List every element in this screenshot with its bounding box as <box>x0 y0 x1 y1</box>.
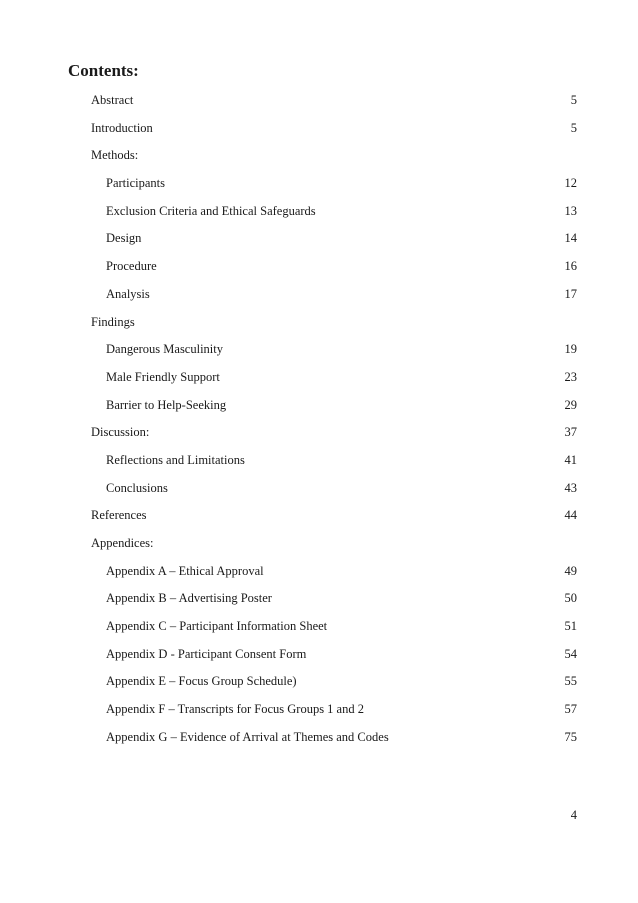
toc-entry-page: 51 <box>564 619 577 634</box>
toc-entry <box>0 115 638 143</box>
toc-entry <box>0 558 638 586</box>
toc-entry <box>0 198 638 226</box>
toc-entry-label: Findings <box>91 314 135 329</box>
toc-entry <box>0 447 638 475</box>
toc-entry <box>0 475 638 503</box>
toc-entry-label: Participants <box>106 176 166 191</box>
toc-entry-page: 55 <box>564 674 577 689</box>
toc-entry <box>0 585 638 613</box>
toc-entry <box>0 281 638 309</box>
toc-entry <box>0 641 638 669</box>
page-number: 4 <box>570 808 577 822</box>
toc-entry-label: Analysis <box>106 286 150 301</box>
toc-entry-page: 23 <box>564 369 577 384</box>
toc-entry-label: Dangerous Masculinity <box>106 342 223 357</box>
toc-entry-label: Barrier to Help-Seeking <box>106 397 227 412</box>
toc-entry-page: 50 <box>564 591 577 606</box>
page-title: Contents: <box>68 61 139 80</box>
toc-entry <box>0 530 638 558</box>
toc-entry <box>0 724 638 752</box>
toc-entry-page: 41 <box>564 452 577 467</box>
toc-entry-page: 44 <box>564 508 577 523</box>
toc-entry-label: References <box>91 508 147 523</box>
toc-entry-page: 29 <box>564 397 577 412</box>
toc-entry-page: 16 <box>564 259 577 274</box>
toc-entry-label: Reflections and Limitations <box>106 452 245 467</box>
toc-entry <box>0 336 638 364</box>
toc-entry-label: Appendix G – Evidence of Arrival at Themes and Codes <box>106 729 389 744</box>
toc-entry-label: Exclusion Criteria and Ethical Safeguards <box>106 203 316 218</box>
toc-entry-page: 54 <box>564 646 577 661</box>
toc-entry-page: 75 <box>564 729 577 744</box>
toc-entry <box>0 668 638 696</box>
toc-entry-page: 13 <box>564 203 577 218</box>
toc-entry-page: 43 <box>564 480 577 495</box>
table-of-contents <box>0 87 638 752</box>
toc-entry <box>0 696 638 724</box>
toc-entry-label: Methods: <box>91 148 139 163</box>
toc-entry-page: 12 <box>564 176 577 191</box>
toc-entry-page: 14 <box>564 231 577 246</box>
toc-entry <box>0 87 638 115</box>
toc-entry-label: Discussion: <box>91 425 150 440</box>
toc-entry <box>0 392 638 420</box>
toc-entry <box>0 364 638 392</box>
toc-entry-page: 37 <box>564 425 577 440</box>
toc-entry-label: Introduction <box>91 120 153 135</box>
toc-entry-page: 17 <box>564 286 577 301</box>
toc-entry-page: 5 <box>570 93 577 107</box>
toc-entry <box>0 309 638 337</box>
toc-entry-label: Appendix F – Transcripts for Focus Groups 1 and 2 <box>106 702 364 717</box>
toc-entry-label: Appendix C – Participant Information Sheet <box>106 619 328 634</box>
toc-entry <box>0 613 638 641</box>
toc-entry-page: 57 <box>564 702 577 717</box>
toc-entry <box>0 419 638 447</box>
toc-entry-label: Procedure <box>106 259 157 274</box>
toc-entry <box>0 225 638 253</box>
toc-entry-label: Appendix B – Advertising Poster <box>106 591 272 606</box>
toc-entry-label: Appendix A – Ethical Approval <box>106 563 264 578</box>
toc-entry-label: Abstract <box>91 93 134 107</box>
toc-entry <box>0 253 638 281</box>
toc-entry-page: 49 <box>564 563 577 578</box>
toc-entry <box>0 502 638 530</box>
toc-entry-label: Appendix E – Focus Group Schedule) <box>106 674 297 689</box>
toc-entry-label: Design <box>106 231 142 246</box>
toc-entry-page: 19 <box>564 342 577 357</box>
toc-entry-label: Male Friendly Support <box>106 369 220 384</box>
toc-entry-label: Appendices: <box>91 536 154 550</box>
toc-entry-page: 5 <box>570 120 577 135</box>
toc-entry <box>0 142 638 170</box>
toc-entry-label: Conclusions <box>106 480 168 495</box>
toc-entry <box>0 170 638 198</box>
toc-entry-label: Appendix D - Participant Consent Form <box>106 646 307 661</box>
